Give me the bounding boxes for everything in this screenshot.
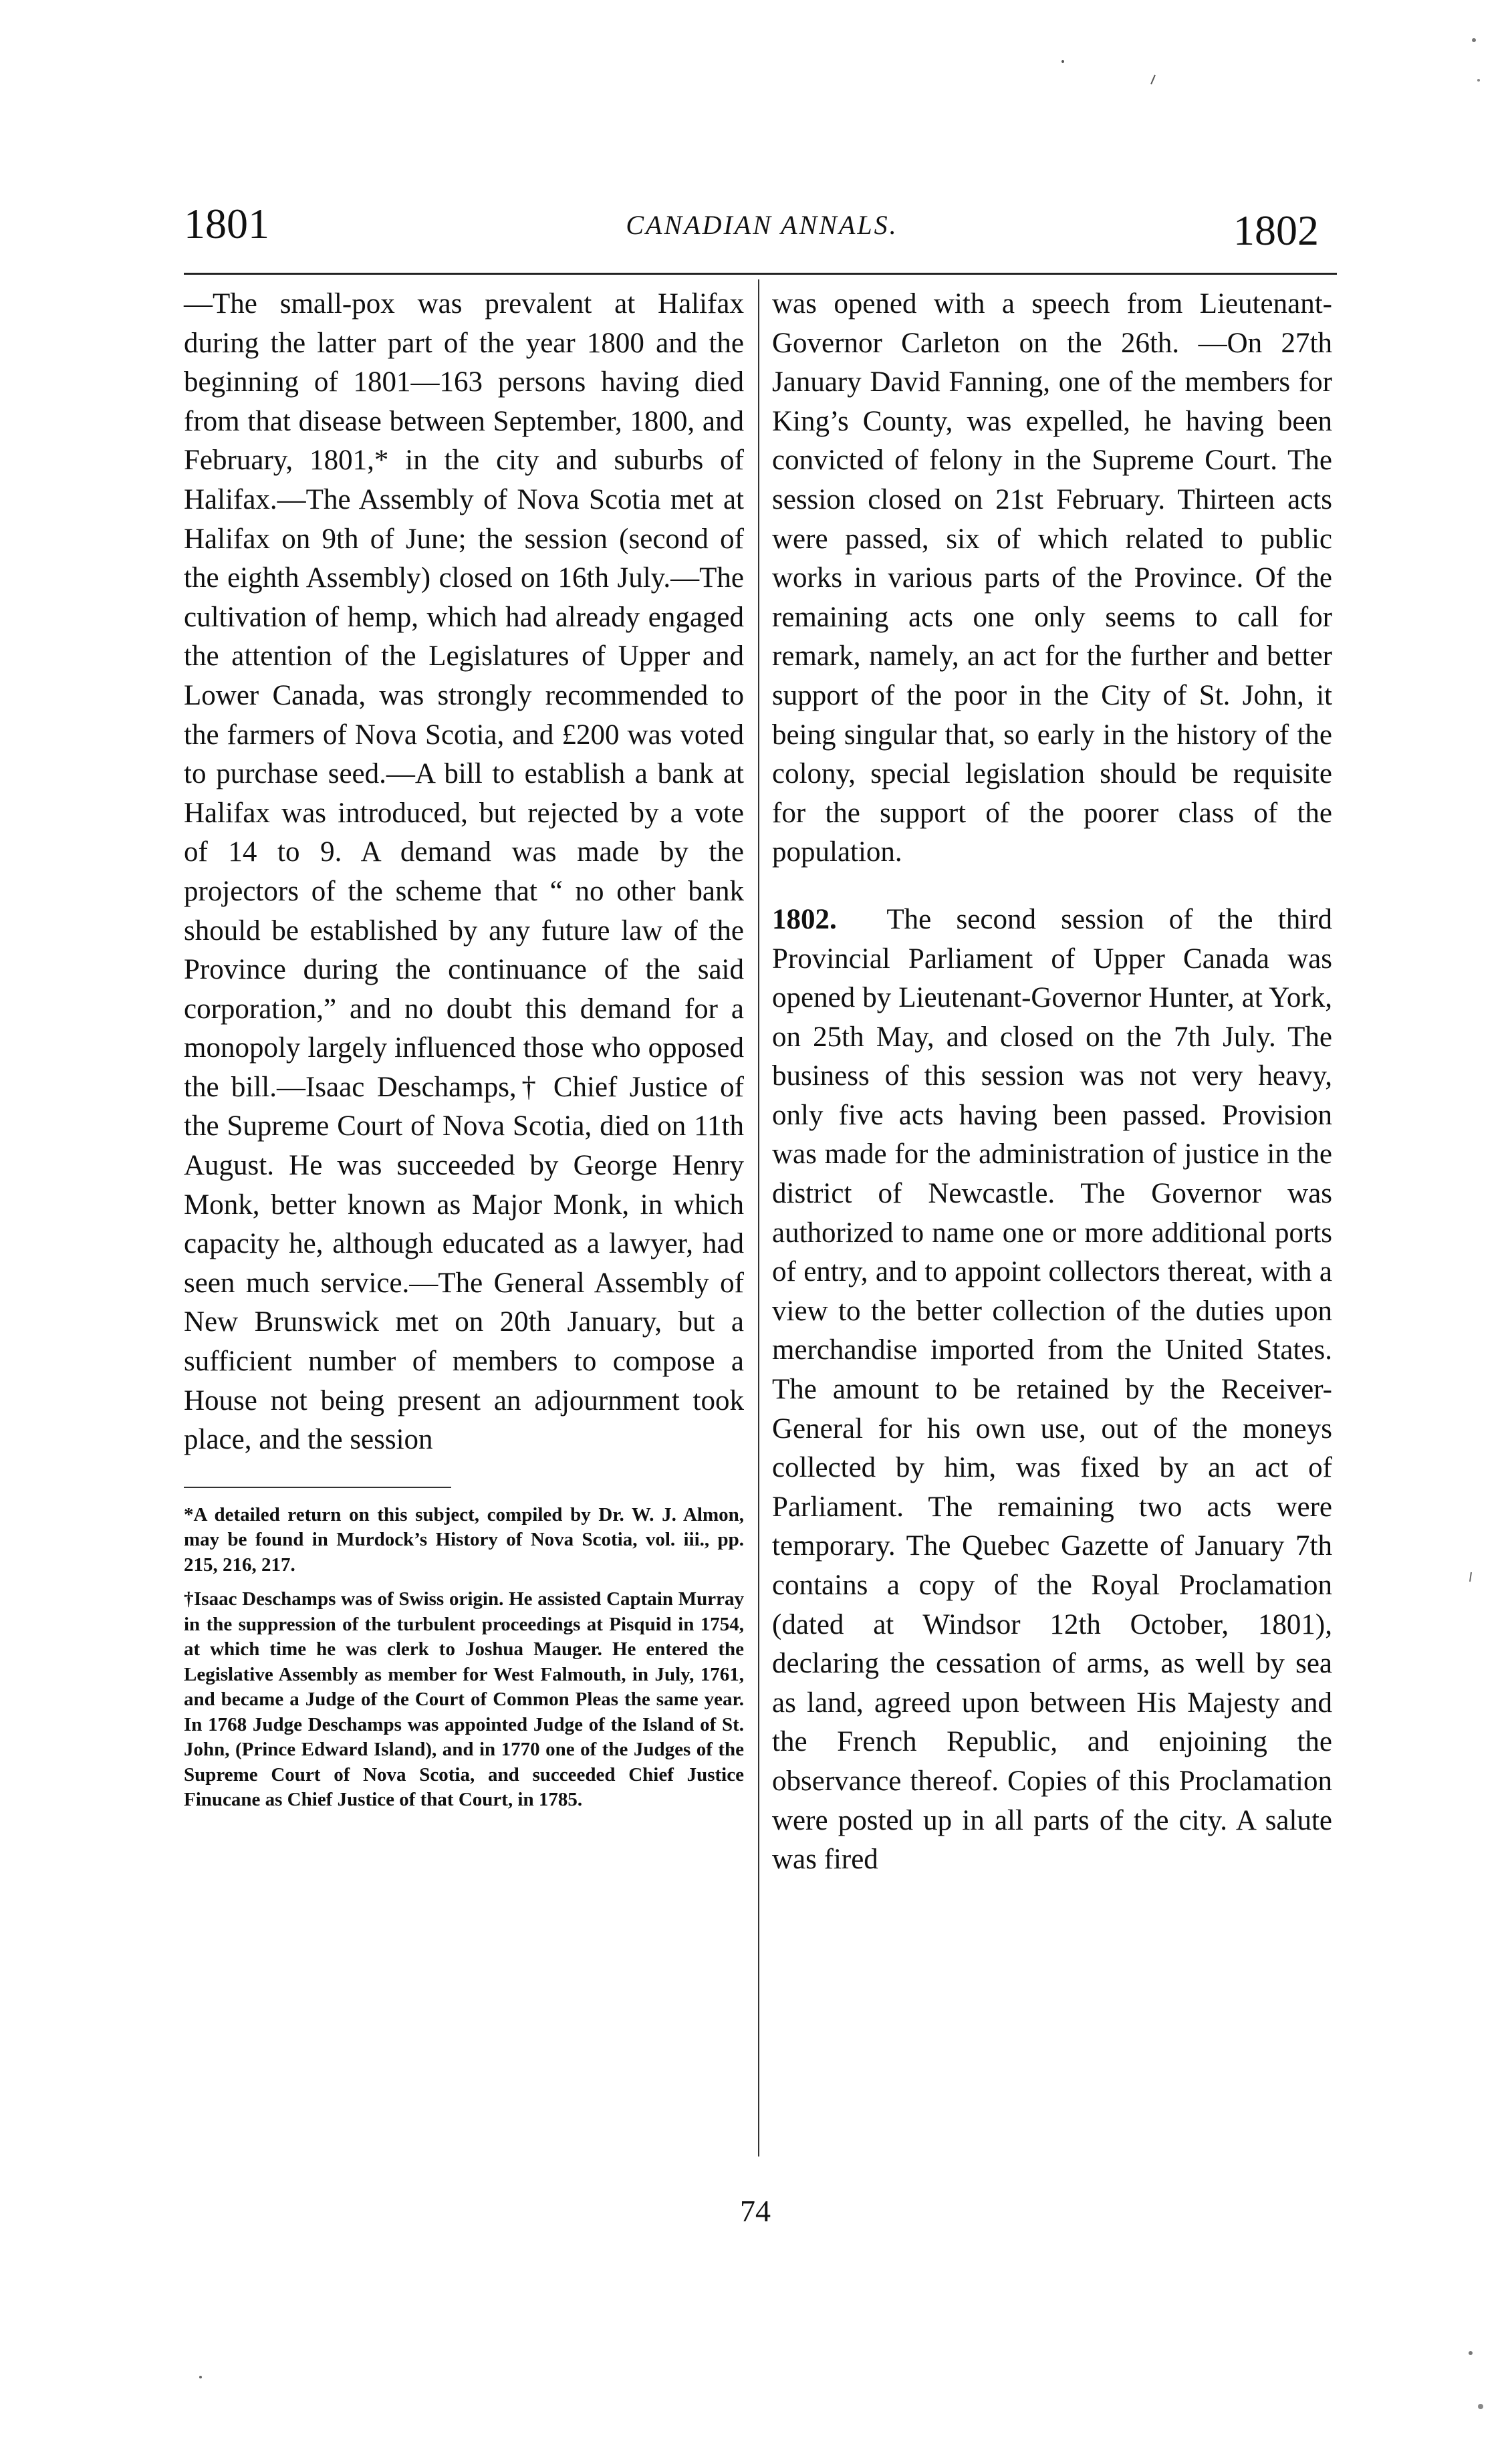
header-right-year: 1802 [1233, 207, 1319, 254]
left-column-paragraph: —The small-pox was prevalent at Halifax during the latter part of the year 1800 and the beginning of 1801—163 persons having died from that disease between September, 1800, and February, 1801,* in the city and suburbs of Halifax.—The Assembly of Nova Scotia met at Halifax on 9th of June; the session (second of the eighth Assembly) closed on 16th July.—The cultivation of hemp, which had already engaged the attention of the Legislatures of Upper and Lower Canada, was strongly recommended to the farmers of Nova Scotia, and £200 was voted to purchase seed.—A bill to establish a bank at Halifax was introduced, but rejected by a vote of 14 to 9. A demand was made by the projectors of the scheme that “ no other bank should be established by any future law of the Province during the continuance of the said corporation,” and no doubt this demand for a monopoly largely influenced those who opposed the bill.—Isaac Deschamps,† Chief Justice of the Supreme Court of Nova Scotia, died on 11th August. He was succeeded by George Henry Monk, better known as Major Monk, in which capacity he, although educated as a lawyer, had seen much service.—The General Assembly of New Brunswick met on 20th January, but a sufficient number of members to compose a House not being present an adjournment took place, and the session [184, 288, 744, 1456]
right-column-paragraph-2 [772, 900, 1332, 1880]
running-title: CANADIAN ANNALS. [626, 210, 898, 240]
right-column-paragraph-1: was opened with a speech from Lieutenant-Governor Carleton on the 26th. —On 27th January David Fanning, one of the members for King’s County, was expelled, he having been convicted of felony in the Supreme Court. The session closed on 21st February. Thirteen acts were passed, six of which related to public works in various parts of the Province. Of the remaining acts one only seems to call for remark, namely, an act for the further and better support of the poor in the City of St. John, it being singular that, so early in the history of the colony, special legislation should be requisite for the support of the poorer class of the population. [772, 288, 1332, 868]
right-column [772, 285, 1332, 1880]
paragraph-1802-text: The second session of the third Provincial Parliament of Upper Canada was opened by Lieutenant-Governor Hunter, at York, on 25th May, and closed on the 7th July. The business of this session was not very heavy, only five acts having been passed. Provision was made for the administration of justice in the district of Newcastle. The Governor was authorized to name one or more additional ports of entry, and to appoint collectors thereat, with a view to the better collection of the duties upon merchandise imported from the United States. The amount to be retained by the Receiver-General for his own use, out of the moneys collected by him, was fixed by an act of Parliament. The remaining two acts were temporary. The Quebec Gazette of January 7th contains a copy of the Royal Proclamation (dated at Windsor 12th October, 1801), declaring the cessation of arms, as well by sea as land, agreed upon between His Majesty and the French Republic, and enjoining the observance thereof. Copies of this Proclamation were posted up in all parts of the city. A salute was fired [772, 903, 1332, 1876]
column-divider [758, 279, 759, 2157]
left-column [184, 285, 744, 1822]
footnote-deschamps: †Isaac Deschamps was of Swiss origin. He assisted Captain Murray in the suppression of the turbulent proceedings at Pisquid in 1754, at which time he was clerk to Joshua Mauger. He entered the Legislative Assembly as member for West Falmouth, in July, 1761, and became a Judge of the Court of Common Pleas the same year. In 1768 Judge Deschamps was appointed Judge of the Island of St. John, (Prince Edward Island), and in 1770 one of the Judges of the Supreme Court of Nova Scotia, and succeeded Chief Justice Finucane as Chief Justice of that Court, in 1785. [184, 1588, 744, 1811]
header-left-year: 1801 [184, 200, 269, 247]
year-marker-1802: 1802. [772, 903, 837, 935]
paragraph-gap [772, 872, 1332, 900]
header-rule [184, 273, 1337, 275]
page-number: 74 [740, 2194, 771, 2228]
footnote-rule [184, 1487, 451, 1488]
footnote-almon: *A detailed return on this subject, compiled by Dr. W. J. Almon, may be found in Murdock’s History of Nova Scotia, vol. iii., pp. 215, 216, 217. [184, 1503, 744, 1576]
